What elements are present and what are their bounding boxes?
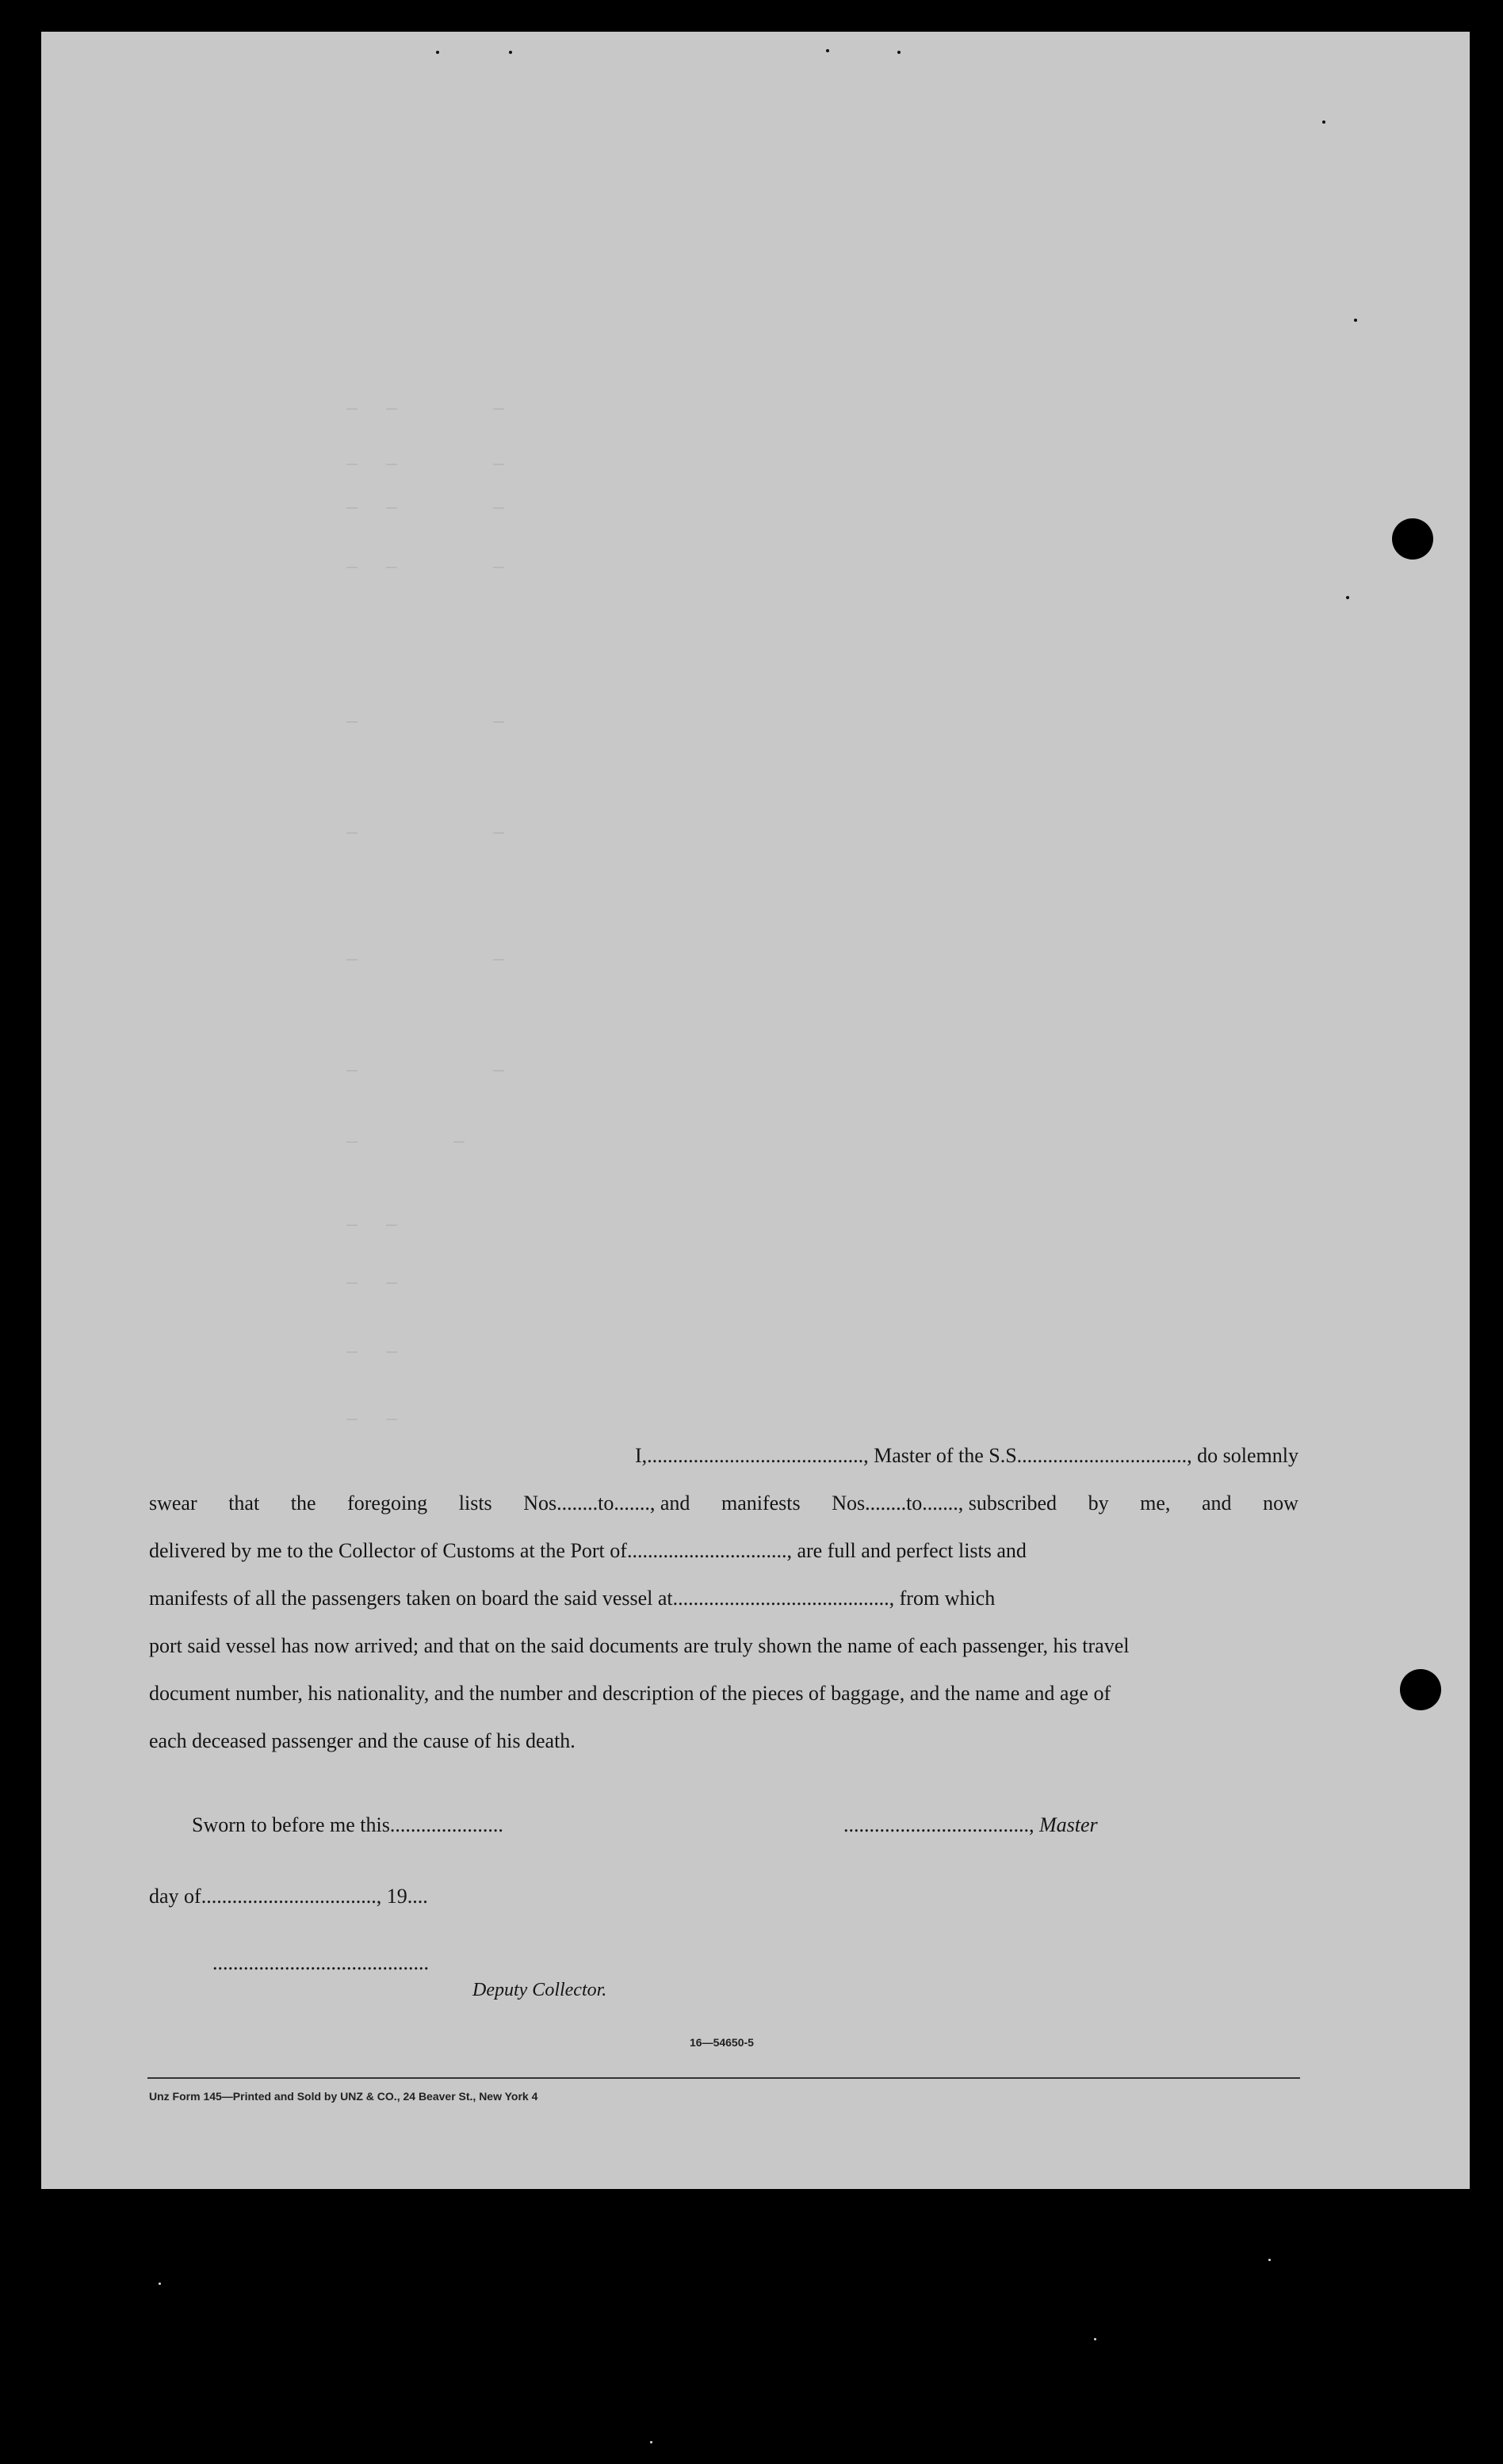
faint-dash: [346, 721, 358, 723]
master-dots: ....................................,: [843, 1813, 1035, 1836]
faint-dash: [346, 507, 358, 509]
faint-dash: [493, 1070, 504, 1072]
scanner-speck: [1094, 2338, 1096, 2340]
faint-dash: [346, 567, 358, 568]
oath-word: now: [1263, 1492, 1298, 1515]
oath-line-4: manifests of all the passengers taken on board the said vessel at.........................................., from which: [149, 1587, 996, 1610]
faint-dash: [493, 408, 504, 410]
oath-word: the: [290, 1492, 316, 1515]
dust-speck: [826, 49, 829, 52]
faint-dash: [346, 1282, 358, 1284]
faint-dash: [493, 959, 504, 961]
oath-word: swear: [149, 1492, 197, 1515]
sworn-before-line: Sworn to before me this......................: [192, 1813, 503, 1836]
paper-sheet: [41, 32, 1470, 2189]
oath-word: foregoing: [347, 1492, 428, 1515]
oath-word: that: [228, 1492, 260, 1515]
punch-hole-bottom: [1400, 1669, 1441, 1710]
faint-dash: [386, 507, 397, 509]
oath-line-7: each deceased passenger and the cause of his death.: [149, 1729, 576, 1752]
scanner-speck: [650, 2441, 652, 2443]
scanner-speck: [1268, 2259, 1271, 2261]
dust-speck: [436, 51, 439, 54]
dust-speck: [1346, 596, 1349, 599]
faint-dash: [493, 832, 504, 834]
faint-dash: [386, 408, 397, 410]
footer-rule: [147, 2077, 1300, 2079]
dust-speck: [1354, 319, 1357, 322]
faint-dash: [346, 959, 358, 961]
dust-speck: [509, 51, 512, 54]
oath-word: Nos........to......., subscribed: [832, 1492, 1057, 1515]
oath-line-6: document number, his nationality, and the number and description of the pieces of baggage, and the name and age of: [149, 1682, 1111, 1705]
faint-dash: [493, 507, 504, 509]
oath-line-3: delivered by me to the Collector of Customs at the Port of..............................., are full and perfect lists and: [149, 1539, 1027, 1562]
faint-dash: [493, 567, 504, 568]
faint-dash: [346, 1419, 358, 1420]
faint-dash: [493, 721, 504, 723]
faint-dash: [346, 408, 358, 410]
printer-imprint: Unz Form 145—Printed and Sold by UNZ & CO., 24 Beaver St., New York 4: [149, 2090, 538, 2103]
faint-dash: [386, 1224, 397, 1226]
oath-line-2: [149, 1492, 1298, 1523]
faint-dash: [386, 464, 397, 465]
oath-word: me,: [1140, 1492, 1171, 1515]
faint-dash: [346, 1141, 358, 1143]
oath-line-5: port said vessel has now arrived; and that on the said documents are truly shown the name of each passenger, his travel: [149, 1634, 1130, 1657]
faint-dash: [493, 464, 504, 465]
faint-dash: [346, 1070, 358, 1072]
faint-dash: [386, 1282, 397, 1284]
faint-dash: [386, 1419, 397, 1420]
dust-speck: [1322, 120, 1325, 124]
faint-dash: [386, 1351, 397, 1353]
oath-word: lists: [458, 1492, 492, 1515]
day-of-line: day of.................................., 19....: [149, 1885, 428, 1908]
master-label: Master: [1039, 1813, 1098, 1836]
oath-word: manifests: [721, 1492, 801, 1515]
dust-speck: [897, 51, 901, 54]
faint-dash: [346, 832, 358, 834]
scanner-speck: [159, 2283, 161, 2285]
punch-hole-top: [1392, 518, 1433, 560]
faint-dash: [346, 1224, 358, 1226]
oath-word: Nos........to......., and: [523, 1492, 690, 1515]
oath-word: by: [1088, 1492, 1109, 1515]
collector-dots: ..........................................: [212, 1951, 429, 1974]
bleed-through-text: [358, 103, 365, 128]
oath-line-1: I,.........................................., Master of the S.S................................., do solemnly: [634, 1444, 1298, 1467]
faint-dash: [346, 464, 358, 465]
oath-word: and: [1201, 1492, 1232, 1515]
faint-dash: [386, 567, 397, 568]
faint-dash: [453, 1141, 465, 1143]
deputy-collector-label: Deputy Collector.: [472, 1980, 607, 2000]
form-number: 16—54650-5: [690, 2036, 754, 2049]
master-signature-line: [843, 1813, 1098, 1837]
faint-dash: [346, 1351, 358, 1353]
